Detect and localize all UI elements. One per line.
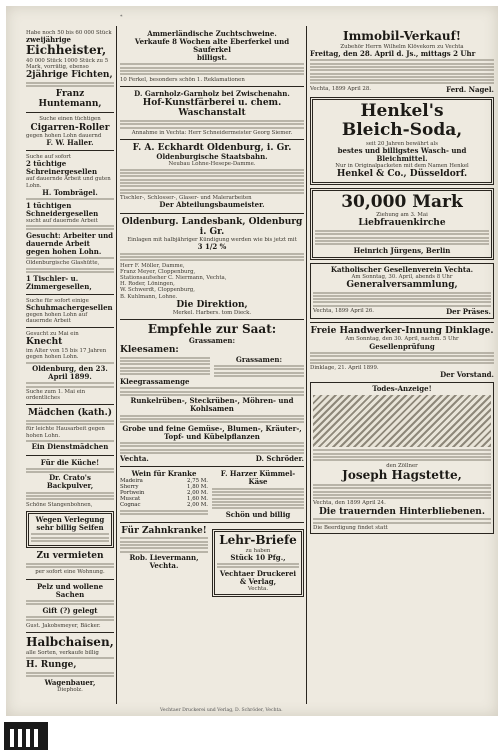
ad-heading: Der Abteilungsbaumeister. <box>159 200 265 210</box>
ad-heading: Franz Huntemann, <box>38 88 102 110</box>
ad-box <box>310 188 494 260</box>
ad-heading: Bleich-Soda, <box>341 120 463 141</box>
ad-line: Am Sonntag, den 30. April, nachm. 5 Uhr <box>345 336 459 343</box>
ad-heading: F. Harzer Kümmel-Käse <box>220 469 296 487</box>
ad-heading: Der Präses. <box>446 307 491 316</box>
ad-line: Suche auf sofort <box>26 154 71 161</box>
ad-line: Annahme in Vechta: Herr Schneidermeister Georg Siemer. <box>131 129 293 136</box>
ad-line: Einlagen mit halbjähriger Kündigung werden wie bis jetzt mit <box>127 237 297 244</box>
ad-heading: Hof-Kunstfärberei u. chem. Waschanstalt <box>142 97 282 119</box>
column-right <box>310 30 494 696</box>
ad-line: H. Roder, Löningen, <box>120 281 175 288</box>
ad-heading: Grassamen: <box>188 336 236 346</box>
ad-heading: Stück 10 Pfg., <box>230 552 286 562</box>
ad-heading: Oldenburg, den 23. April 1899. <box>32 363 108 381</box>
ad-heading: Wagenbauer, <box>44 677 96 687</box>
ad-line: Gust. Jakobsmeyer, Bäcker. <box>26 622 101 629</box>
ad-heading: 1 Tischler- u. Zimmergesellen, <box>26 273 92 291</box>
price-row: Madeira 2,75 M. <box>120 478 208 485</box>
ad-heading: Grassamen: <box>235 354 283 364</box>
ad-line: sucht auf dauernde Arbeit <box>26 217 98 224</box>
ad-line: Diepholz. <box>57 686 83 693</box>
ad-heading: Wein für Kranke <box>131 469 197 479</box>
ad-line: Nur in Originalpacketen mit dem Namen Henkel <box>335 163 469 170</box>
ad-line: gegen hohen Lohn dauernd <box>26 132 102 139</box>
ad-heading: 30,000 Mark <box>341 191 463 212</box>
ad-heading: Für Zahnkranke! <box>121 525 207 536</box>
ad-heading: Oldenburg. Landesbank, Oldenburg i. Gr. <box>121 216 303 237</box>
ad-heading: F. A. Eckhardt Oldenburg, i. Gr. <box>132 143 292 153</box>
ad-heading: Katholischer Gesellenverein Vechta. <box>330 264 474 274</box>
ad-heading: Runkelrüben-, Steckrüben-, Möhren- und Kohlsamen <box>130 396 294 414</box>
column-middle <box>120 30 304 696</box>
ad-line: Suche einen tüchtigen <box>39 116 101 123</box>
ad-heading: Oldenburgische Staatsbahn. <box>156 152 268 162</box>
ad-line: Suche für sofort einige <box>26 297 89 304</box>
ad-line: Ziehung am 3. Mai <box>376 212 428 219</box>
column-rule <box>306 26 307 704</box>
price-row: Muscat 1,60 M. <box>120 496 208 503</box>
ad-heading: Lehr-Briefe <box>219 532 297 547</box>
ad-box <box>310 263 494 319</box>
ad-heading: Todes-Anzeige! <box>372 384 432 394</box>
ad-line: Tischler-, Schlosser-, Glaser- und Malerarbeiten <box>120 195 252 202</box>
ad-heading: Immobil-Verkauf! <box>342 30 462 43</box>
ad-heading: 3 1/2 % <box>197 242 227 252</box>
ad-line: zu haben <box>245 547 271 554</box>
ad-heading: Der Vorstand. <box>440 370 494 380</box>
ad-heading: Für die Küche! <box>40 457 100 467</box>
ad-line: Habe noch 50 bis 60 000 Stück <box>26 30 112 36</box>
ad-heading: billigst. <box>196 53 228 63</box>
ad-heading: Heinrich Jürgens, Berlin <box>353 245 451 255</box>
ad-line: Am Sonntag, 30. April, abends 8 Uhr <box>351 273 453 280</box>
ad-line: Suche zum 1. Mai ein ordentliches <box>26 388 86 402</box>
ad-heading: Dr. Crato's Backpulver, <box>46 473 94 491</box>
ad-heading: Verkaufe 8 Wochen alte Eberferkel und Sauferkel <box>134 37 290 55</box>
column-left <box>26 30 114 696</box>
ad-line: seit 20 Jahren bewährt als <box>365 140 439 147</box>
ad-heading: H. Runge, <box>26 660 77 671</box>
price-row: Portwein 2,00 M. <box>120 490 208 497</box>
ad-heading: Ferd. Nagel. <box>446 84 494 94</box>
ad-line: Zubehör Herrn Wilhelm Klövekorn zu Vechta <box>340 43 464 50</box>
ad-heading: Ein Dienstmädchen <box>31 442 109 452</box>
ad-line: F. W. Haller. <box>46 138 94 148</box>
ad-line: Vechta, den 1899 April 24. <box>313 500 386 507</box>
ad-heading: Generalversammlung, <box>346 279 458 290</box>
ad-line: Schöne Stangenbohnen, <box>26 501 93 508</box>
ad-heading: Die trauernden Hinterbliebenen. <box>319 506 485 517</box>
ad-heading: Kleegrassamenge <box>120 377 190 387</box>
ad-line: für leichte Hausarbeit gegen hohen Lohn. <box>26 426 105 439</box>
ad-line: gegen hohen Lohn auf dauernde Arbeit <box>26 311 88 325</box>
price-row: Cognac 2,00 M. <box>120 502 208 509</box>
ad-line: B. Kuhlmann, Lohne. <box>120 293 178 300</box>
ad-heading: Schön und billig <box>225 509 291 519</box>
ad-heading: bestes und billigstes Wasch- und Bleichmittel. <box>337 146 467 164</box>
column-rule <box>116 26 117 704</box>
ad-heading: Freitag, den 28. April d. Js., mittags 2 Uhr <box>310 49 476 58</box>
ad-heading: Freie Handwerker-Innung Dinklage. <box>310 326 494 337</box>
ad-line: H. Tombrägel. <box>42 187 98 197</box>
ad-heading: Joseph Hagstette, <box>342 467 462 482</box>
ad-heading: Schuhmachergesellen <box>26 302 113 312</box>
ad-heading: Halbchaisen, <box>26 634 114 649</box>
price-row: Sherry 1,80 M. <box>120 484 208 491</box>
ad-heading: Vechtaer Druckerei & Verlag, <box>219 568 297 586</box>
ad-line: Vechta. <box>247 585 269 592</box>
ad-heading: 2jährige Fichten, <box>26 70 113 81</box>
ad-heading: Rob. Lievermann, Vechta. <box>129 552 199 570</box>
ad-heading: Wegen Verlegung sehr billig Seifen <box>35 514 105 532</box>
ad-heading: 1 tüchtigen Schneidergesellen <box>26 200 99 218</box>
ad-heading: D. Schröder. <box>255 454 304 464</box>
ad-line: alle Sorten, verkaufe billig <box>26 649 99 656</box>
ad-heading: Gesellenprüfung <box>369 341 435 351</box>
ad-heading: Knecht <box>26 337 63 348</box>
header-mark: * <box>120 14 123 20</box>
ad-line: Franz Meyer, Cloppenburg, <box>120 268 196 275</box>
ad-line: Oldenburgische Glashütte, <box>26 260 100 267</box>
ad-heading: Mädchen (kath.) <box>28 408 112 419</box>
ad-heading: Eichheister, <box>26 43 107 58</box>
ad-heading: Cigarren-Roller <box>30 122 110 133</box>
ad-line: zweijährige <box>26 35 71 45</box>
ad-heading: Ammerländische Zuchtschweine. <box>147 30 277 38</box>
ad-line: Stationsaufseher C. Niermann, Vechta, <box>120 275 227 282</box>
ad-heading: D. Garnholz-Garnholz bei Zwischenahn. <box>134 88 290 98</box>
ad-heading: Henkel's <box>360 100 444 121</box>
ad-line: Neubau Lohne-Hesepe-Damme. <box>168 161 256 168</box>
decorative-palm-figure <box>313 395 491 447</box>
ad-heading: Kleesamen: <box>120 345 179 356</box>
ad-box <box>310 382 494 534</box>
ad-heading: Pelz und wollene Sachen <box>36 581 104 599</box>
ad-line: Mark, vorrätig, ebenso <box>26 64 89 71</box>
ad-line: per sofort eine Wohnung. <box>35 569 105 576</box>
ad-heading: Henkel & Co., Düsseldorf. <box>336 169 468 180</box>
ad-line: auf dauernde Arbeit und guten Lohn. <box>26 176 111 189</box>
ad-heading: 2 tüchtige Schreinergesellen <box>26 159 98 177</box>
ad-line: Herr F. Möller, Damme, <box>120 262 185 269</box>
ad-line: W. Schwerdt, Cloppenburg, <box>120 287 195 294</box>
ad-heading: Liebfrauenkirche <box>358 218 446 229</box>
ad-heading: Empfehle zur Saat: <box>147 322 277 337</box>
ad-line: Vechta, 1899 April 28. <box>310 85 371 92</box>
ad-heading: Gift (?) gelegt <box>42 605 98 615</box>
ad-heading: Gesucht: Arbeiter und dauernde Arbeit gegen hohen Lohn. <box>26 230 114 256</box>
ad-line: Vechta, 1899 April 26. <box>313 308 374 314</box>
ad-heading: Die Direktion, <box>176 299 248 310</box>
ad-heading: Vechta. <box>120 454 149 464</box>
ad-heading: Zu vermieten <box>36 551 104 562</box>
ad-line: im Alter von 15 bis 17 Jahren gegen hohen Lohn. <box>26 347 107 361</box>
newspaper-page <box>6 6 498 716</box>
ad-line: Die Beerdigung findet statt <box>313 524 388 531</box>
ad-box <box>310 97 494 185</box>
ad-line: Merkel. Harbers. tom Dieck. <box>172 310 252 317</box>
ad-line: den Zöllner <box>386 462 418 469</box>
ad-line: Gesucht zu Mai ein <box>26 331 79 338</box>
ad-line: Dinklage, 21. April 1899. <box>310 365 379 372</box>
ad-line: 40 000 Stück 1000 Stück zu 5 <box>26 58 109 65</box>
ad-heading: Grobe und feine Gemüse-, Blumen-, Kräuter-, Topf- und Kübelpflanzen <box>122 423 302 441</box>
library-stamp <box>4 722 48 750</box>
page-footer: Vechtaer Druckerei und Verlag, D. Schröder, Vechta. <box>160 708 283 713</box>
ad-line: 10 Ferkel, besonders schön 1. Reklamationen <box>120 76 245 83</box>
